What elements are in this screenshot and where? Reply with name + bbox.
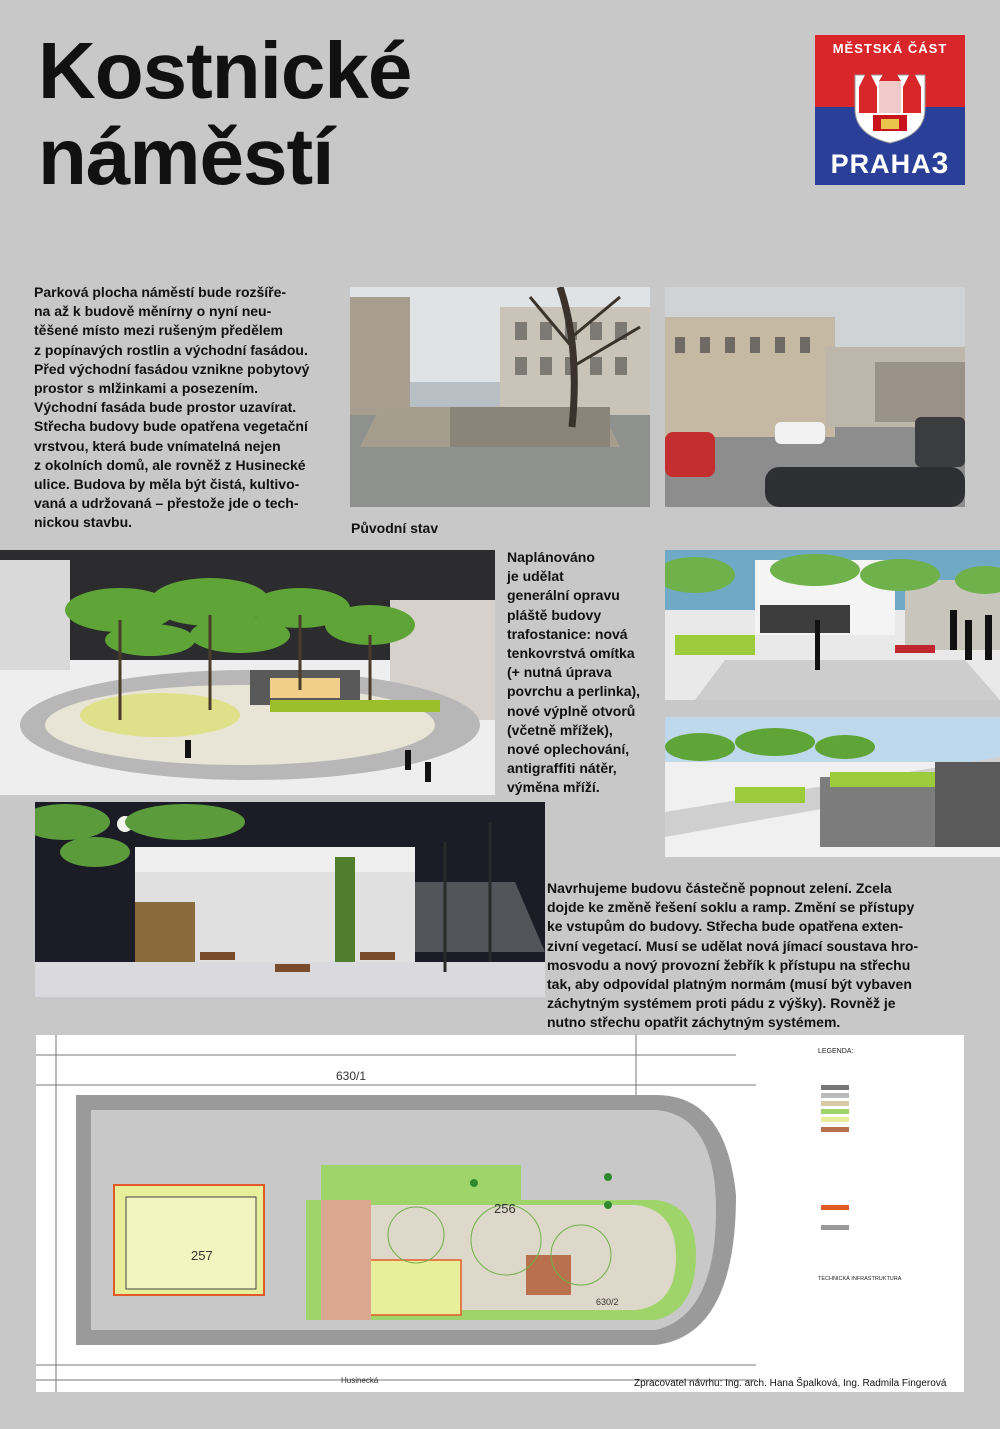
title-line-2: náměstí xyxy=(38,112,334,201)
greening-line: dojde ke změně řešení soklu a ramp. Změní se přístupy xyxy=(547,899,915,916)
parcel-630-1: 630/1 xyxy=(336,1069,367,1083)
photo-original-east xyxy=(665,287,965,507)
legend-title: LEGENDA: xyxy=(818,1048,854,1055)
intro-line: prostor s mlžinkami a posezením. xyxy=(34,380,259,397)
intro-line: Střecha budovy bude opatřena vegetační xyxy=(34,418,308,435)
renovation-line: tenkovrstvá omítka xyxy=(507,645,635,662)
render-east-plaza xyxy=(665,550,1000,700)
renovation-line: nové oplechování, xyxy=(507,741,630,758)
greening-paragraph xyxy=(547,879,967,1033)
intro-line: Parková plocha náměstí bude rozšíře- xyxy=(34,284,287,300)
renovation-line: je udělat xyxy=(507,568,564,585)
intro-line: nickou stavbu. xyxy=(34,514,133,531)
renovation-line: pláště budovy xyxy=(507,606,602,623)
logo-bottom-text xyxy=(815,147,965,181)
intro-line: vrstvou, která bude vnímatelná nejen xyxy=(34,437,281,454)
renovation-line: generální opravu xyxy=(507,587,620,604)
intro-line: Před východní fasádou vznikne pobytový xyxy=(34,360,310,377)
street-husinecka: Husinecká xyxy=(341,1376,379,1385)
render-square-overview xyxy=(0,550,495,795)
intro-line: z popínavých rostlin a východní fasádou. xyxy=(34,341,308,358)
photo-original-west xyxy=(350,287,650,507)
greening-line: mosvodu a nový provozní žebřík k přístupu na střechu xyxy=(547,956,911,973)
intro-paragraph xyxy=(34,283,339,533)
greening-line: záchytným systémem proti pádu z výšky). Rovněž je xyxy=(547,995,896,1012)
intro-line: těšené místo mezi rušeným předělem xyxy=(34,322,283,339)
greening-line: nutno střechu opatřit záchytným systémem. xyxy=(547,1014,841,1031)
greening-line: ke vstupům do budovy. Střecha bude opatřena exten- xyxy=(547,918,904,935)
renovation-line: (včetně mřížek), xyxy=(507,721,613,738)
render-night-building xyxy=(35,802,545,997)
renovation-line: nové výplně otvorů xyxy=(507,702,636,719)
title-line-1: Kostnické xyxy=(38,26,412,115)
legend-tech-title: TECHNICKÁ INFRASTRUKTURA xyxy=(818,1276,902,1282)
parcel-257: 257 xyxy=(191,1248,213,1263)
page-title xyxy=(38,28,411,200)
intro-line: na až k budově měnírny o nyní neu- xyxy=(34,303,272,320)
render-building-roof xyxy=(665,717,1000,857)
renovation-line: výměna mříží. xyxy=(507,779,600,796)
renovation-line: povrchu a perlinka), xyxy=(507,683,641,700)
greening-line: tak, aby odpovídal platným normám (musí být vybaven xyxy=(547,976,912,993)
renovation-line: antigraffiti nátěr, xyxy=(507,760,617,777)
parcel-256: 256 xyxy=(494,1201,516,1216)
intro-line: ulice. Budova by měla být čistá, kultivo- xyxy=(34,476,300,493)
greening-line: zivní vegetací. Musí se udělat nová jímací soustava hro- xyxy=(547,937,919,954)
site-plan xyxy=(36,1035,964,1392)
intro-line: z okolních domů, ale rovněž z Husinecké xyxy=(34,456,306,473)
renovation-line: Naplánováno xyxy=(507,549,595,565)
logo-praha: PRAHA xyxy=(830,149,932,179)
renovation-paragraph xyxy=(507,548,657,798)
intro-line: vaná a udržovaná – přestože jde o tech- xyxy=(34,495,299,512)
renovation-line: trafostanice: nová xyxy=(507,625,628,642)
parcel-630-2: 630/2 xyxy=(596,1297,619,1307)
original-state-caption: Původní stav xyxy=(351,520,439,536)
greening-line: Navrhujeme budovu částečně popnout zelení. Zcela xyxy=(547,880,892,896)
plan-credit: Zpracovatel návrhu: Ing. arch. Hana Špalková, Ing. Radmila Fingerová xyxy=(634,1378,947,1389)
intro-line: Východní fasáda bude prostor uzavírat. xyxy=(34,399,297,416)
praha3-logo xyxy=(815,35,965,185)
logo-top-text: MĚSTSKÁ ČÁST xyxy=(832,41,948,56)
logo-number: 3 xyxy=(931,147,950,180)
coat-of-arms-icon xyxy=(851,57,929,145)
renovation-line: (+ nutná úprava xyxy=(507,664,612,681)
